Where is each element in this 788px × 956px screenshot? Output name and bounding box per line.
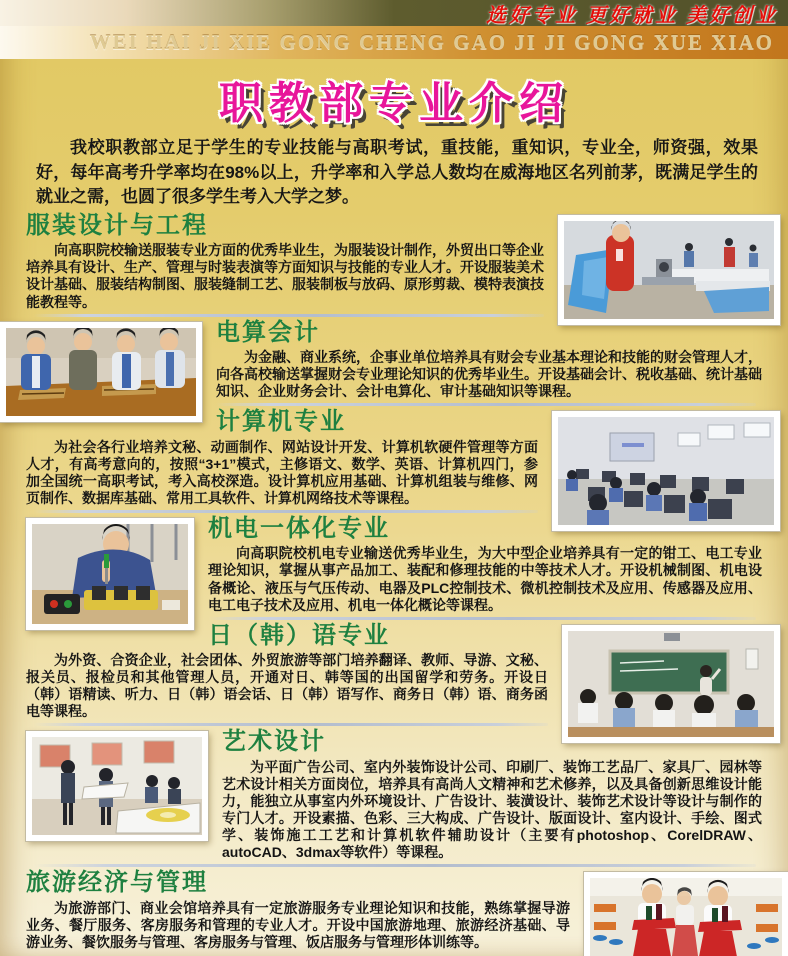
section-language [0, 623, 788, 721]
art-studio-photo [26, 731, 208, 841]
section-computer [0, 409, 788, 507]
section-title-fashion: 服装设计与工程 [26, 211, 208, 239]
page-title: 职教部专业介绍 [219, 79, 569, 128]
slogan-text: 选好专业 更好就业 美好创业 [486, 4, 778, 27]
section-accounting [0, 320, 788, 401]
section-title-accounting: 电算会计 [216, 318, 320, 346]
section-title-computer: 计算机专业 [216, 408, 346, 436]
section-divider [34, 864, 756, 867]
school-pinyin-text: WEI HAI JI XIE GONG CHENG GAO JI JI GONG XUE XIAO [89, 30, 774, 54]
electrical-assembly-photo [26, 518, 194, 630]
school-pinyin-band [0, 26, 788, 59]
section-divider [208, 617, 756, 620]
section-body-computer: 为社会各行业培养文秘、动画制作、网站设计开发、计算机软硬件管理等方面人才，有高考意向的，按照“3+1”模式，主修语文、数学、英语、计算机四门，参加全国统一高职考试，考入高校深造。设计算机应用基础、计算机组装与维修、网页制作、数据库基础、常用工具软件、计算机网络技术等课程。 [26, 438, 538, 506]
restaurant-service-photo [584, 872, 788, 956]
section-title-mechatronics: 机电一体化专业 [208, 514, 390, 542]
section-body-tourism: 为旅游部门、商业会馆培养具有一定旅游服务专业理论知识和技能，熟练掌握导游业务、餐厅服务、客房服务和管理的专业人才。开设中国旅游地理、旅游经济基础、导游业务、餐饮服务与管理、客房服务与管理、饭店服务与管理形体训练等。 [26, 899, 570, 950]
top-slogan-band [0, 0, 788, 26]
sewing-workshop-photo [558, 215, 780, 325]
section-divider [216, 403, 756, 406]
section-title-tourism: 旅游经济与管理 [26, 869, 208, 897]
section-body-art: 为平面广告公司、室内外装饰设计公司、印刷厂、装饰工艺品厂、家具厂、园林等艺术设计相关方面岗位，培养具有高尚人文精神和艺术修养，以及具备创新思维设计能力，能独立从事室内外环境设计、广告设计、装潢设计、装饰艺术设计等设计与制作的专门人才。开设素描、色彩、三大构成、广告设计、版面设计、室内设计、手绘、图式学、装饰施工工艺和计算机软件辅助设计（主要有photoshop、CorelDRAW、autoCAD、3dmax等软件）等课程。 [222, 758, 762, 861]
section-tourism [0, 870, 788, 951]
section-body-mechatronics: 向高职院校机电专业输送优秀毕业生，为大中型企业培养具有一定的钳工、电工专业理论知识，掌握从事产品加工、装配和修理技能的中等技术人才。开设机械制图、机电设备概论、液压与气压传动、电器及PLC控制技术、微机控制技术及应用、传感器及应用、电工电子技术及应用、机电一体化概论等课程。 [208, 545, 762, 613]
intro-paragraph: 我校职教部立足于学生的专业技能与高职考试，重技能，重知识，专业全，师资强，效果好，每年高考升学率均在98%以上，升学率和入学总人数均在威海地区名列前茅，既满足学生的就业之需，也圆了很多学生考入大学之梦。 [36, 138, 758, 207]
section-title-art: 艺术设计 [222, 728, 326, 756]
section-body-fashion: 向高职院校输送服装专业方面的优秀毕业生，为服装设计制作，外贸出口等企业培养具有设计、生产、管理与时装表演等方面知识与技能的专业人才。开设服装美术设计基础、服装结构制图、服装缝制工艺、服装制板与放码、原形剪裁、模特表演技能教程等。 [26, 242, 544, 310]
section-body-language: 为外资、合资企业，社会团体、外贸旅游等部门培养翻译、教师、导游、文秘、报关员、报检员和其他管理人员，开通对日、韩等国的出国留学和劳务。开设日（韩）语精读、听力、日（韩）语会话、日（韩）语写作、商务日（韩）语、商务函电等课程。 [26, 652, 548, 720]
section-divider [34, 510, 538, 513]
section-divider [34, 723, 548, 726]
abacus-practice-photo [0, 322, 202, 422]
section-title-language: 日（韩）语专业 [208, 621, 390, 649]
section-divider [34, 314, 544, 317]
section-fashion-design [0, 213, 788, 311]
language-classroom-photo [562, 625, 780, 743]
section-body-accounting: 为金融、商业系统，企事业单位培养具有财会专业基本理论和技能的财会管理人才，向各高校输送掌握财会专业理论知识的优秀毕业生。开设基础会计、税收基础、统计基础知识、企业财务会计、会计电算化、审计基础知识等课程。 [216, 349, 762, 400]
computer-lab-photo [552, 411, 780, 531]
section-art-design [0, 729, 788, 861]
